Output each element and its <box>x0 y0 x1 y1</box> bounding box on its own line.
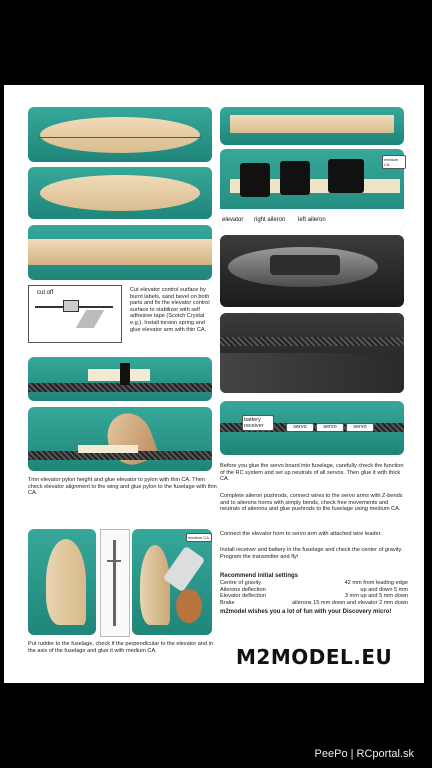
settings-heading: Recommend initial settings <box>220 573 299 579</box>
photo-stabilizer-2 <box>28 167 212 219</box>
step-receiver: Install receiver and battery in the fuselage and check the center of gravity. Program the transmitter and fly! <box>220 547 403 560</box>
step-elevator-horn: Connect the elevator horn to servo arm with attached wire leader. <box>220 531 382 537</box>
photo-elevator-pylon <box>28 407 212 471</box>
photo-rudder <box>28 529 96 635</box>
photo-pylon <box>28 357 212 401</box>
photo-rudder-glue <box>132 529 212 635</box>
manual-page <box>4 85 424 683</box>
settings-row: Brake ailerons 15 mm down and elevator 2 mm down <box>220 599 408 606</box>
step-cut-elevator: Cut elevator control surface by burnt labels, sand bevel on both parts and fix the elevator control surface to stabilizer with self adhesive tape (Scotch Crystal e.g.). Install torsion spring and glue elevator arm with thin CA. <box>130 287 210 333</box>
step-pushrods: Complete aileron pushrods, connect wires to the servo arms with Z-bends and to ailerons horns with simply bends, check free movements and neutrals of ailerons and glue pushrods to the fuselage using medium CA. <box>220 493 403 513</box>
photo-fuselage-wiring <box>220 235 404 307</box>
footer-credit: PeePo | RCportal.sk <box>314 748 414 760</box>
step-rudder: Put rudder to the fuselage, check if the perpendicular to the elevator and in the axis of the fuselage and glue it with medium CA. <box>28 641 214 654</box>
label-elevator: elevator <box>222 217 244 223</box>
wish-text: m2model wishes you a lot of fun with your Discovery micro! <box>220 609 392 615</box>
settings-table <box>220 580 408 606</box>
servo-label-2: servo <box>316 423 344 432</box>
settings-row: Elevator deflection 3 mm up and 5 mm down <box>220 593 408 600</box>
photo-stabilizer-3 <box>28 225 212 280</box>
photo-stabilizer-1 <box>28 107 212 162</box>
label-left-aileron: left aileron <box>298 217 326 223</box>
medium-ca-label-left: medium CA <box>186 533 212 542</box>
rudder-diagram <box>100 529 130 637</box>
brand-logo: M2MODEL.EU <box>236 645 393 669</box>
cut-off-label: cut off <box>37 290 54 296</box>
servo-label-1: servo <box>286 423 314 432</box>
settings-row: Ailerons deflection up and down 5 mm <box>220 586 408 593</box>
photo-servo-board <box>220 107 404 145</box>
photo-pushrods <box>220 313 404 393</box>
photo-servo-labels <box>220 401 404 455</box>
settings-row: Centre of gravity 42 mm from leading edge <box>220 580 408 586</box>
step-servo-board: Before you glue the servo board into fuselage, carefully check the function of the RC system and set up neutrals of all servos. Then glue it with thick CA. <box>220 463 404 483</box>
photo-servos <box>220 149 404 229</box>
label-right-aileron: right aileron <box>254 217 286 223</box>
cut-off-diagram <box>28 285 122 343</box>
step-trim-pylon: Trim elevator pylon height and glue elevator to pylon with thin CA. Then check elevator alignment to the wing and glue pylon to the fuselage with thin CA. <box>28 477 217 497</box>
battery-receiver-label: battery receiver <box>242 415 274 431</box>
medium-ca-label-right: medium CA <box>382 155 406 169</box>
servo-label-3: servo <box>346 423 374 432</box>
